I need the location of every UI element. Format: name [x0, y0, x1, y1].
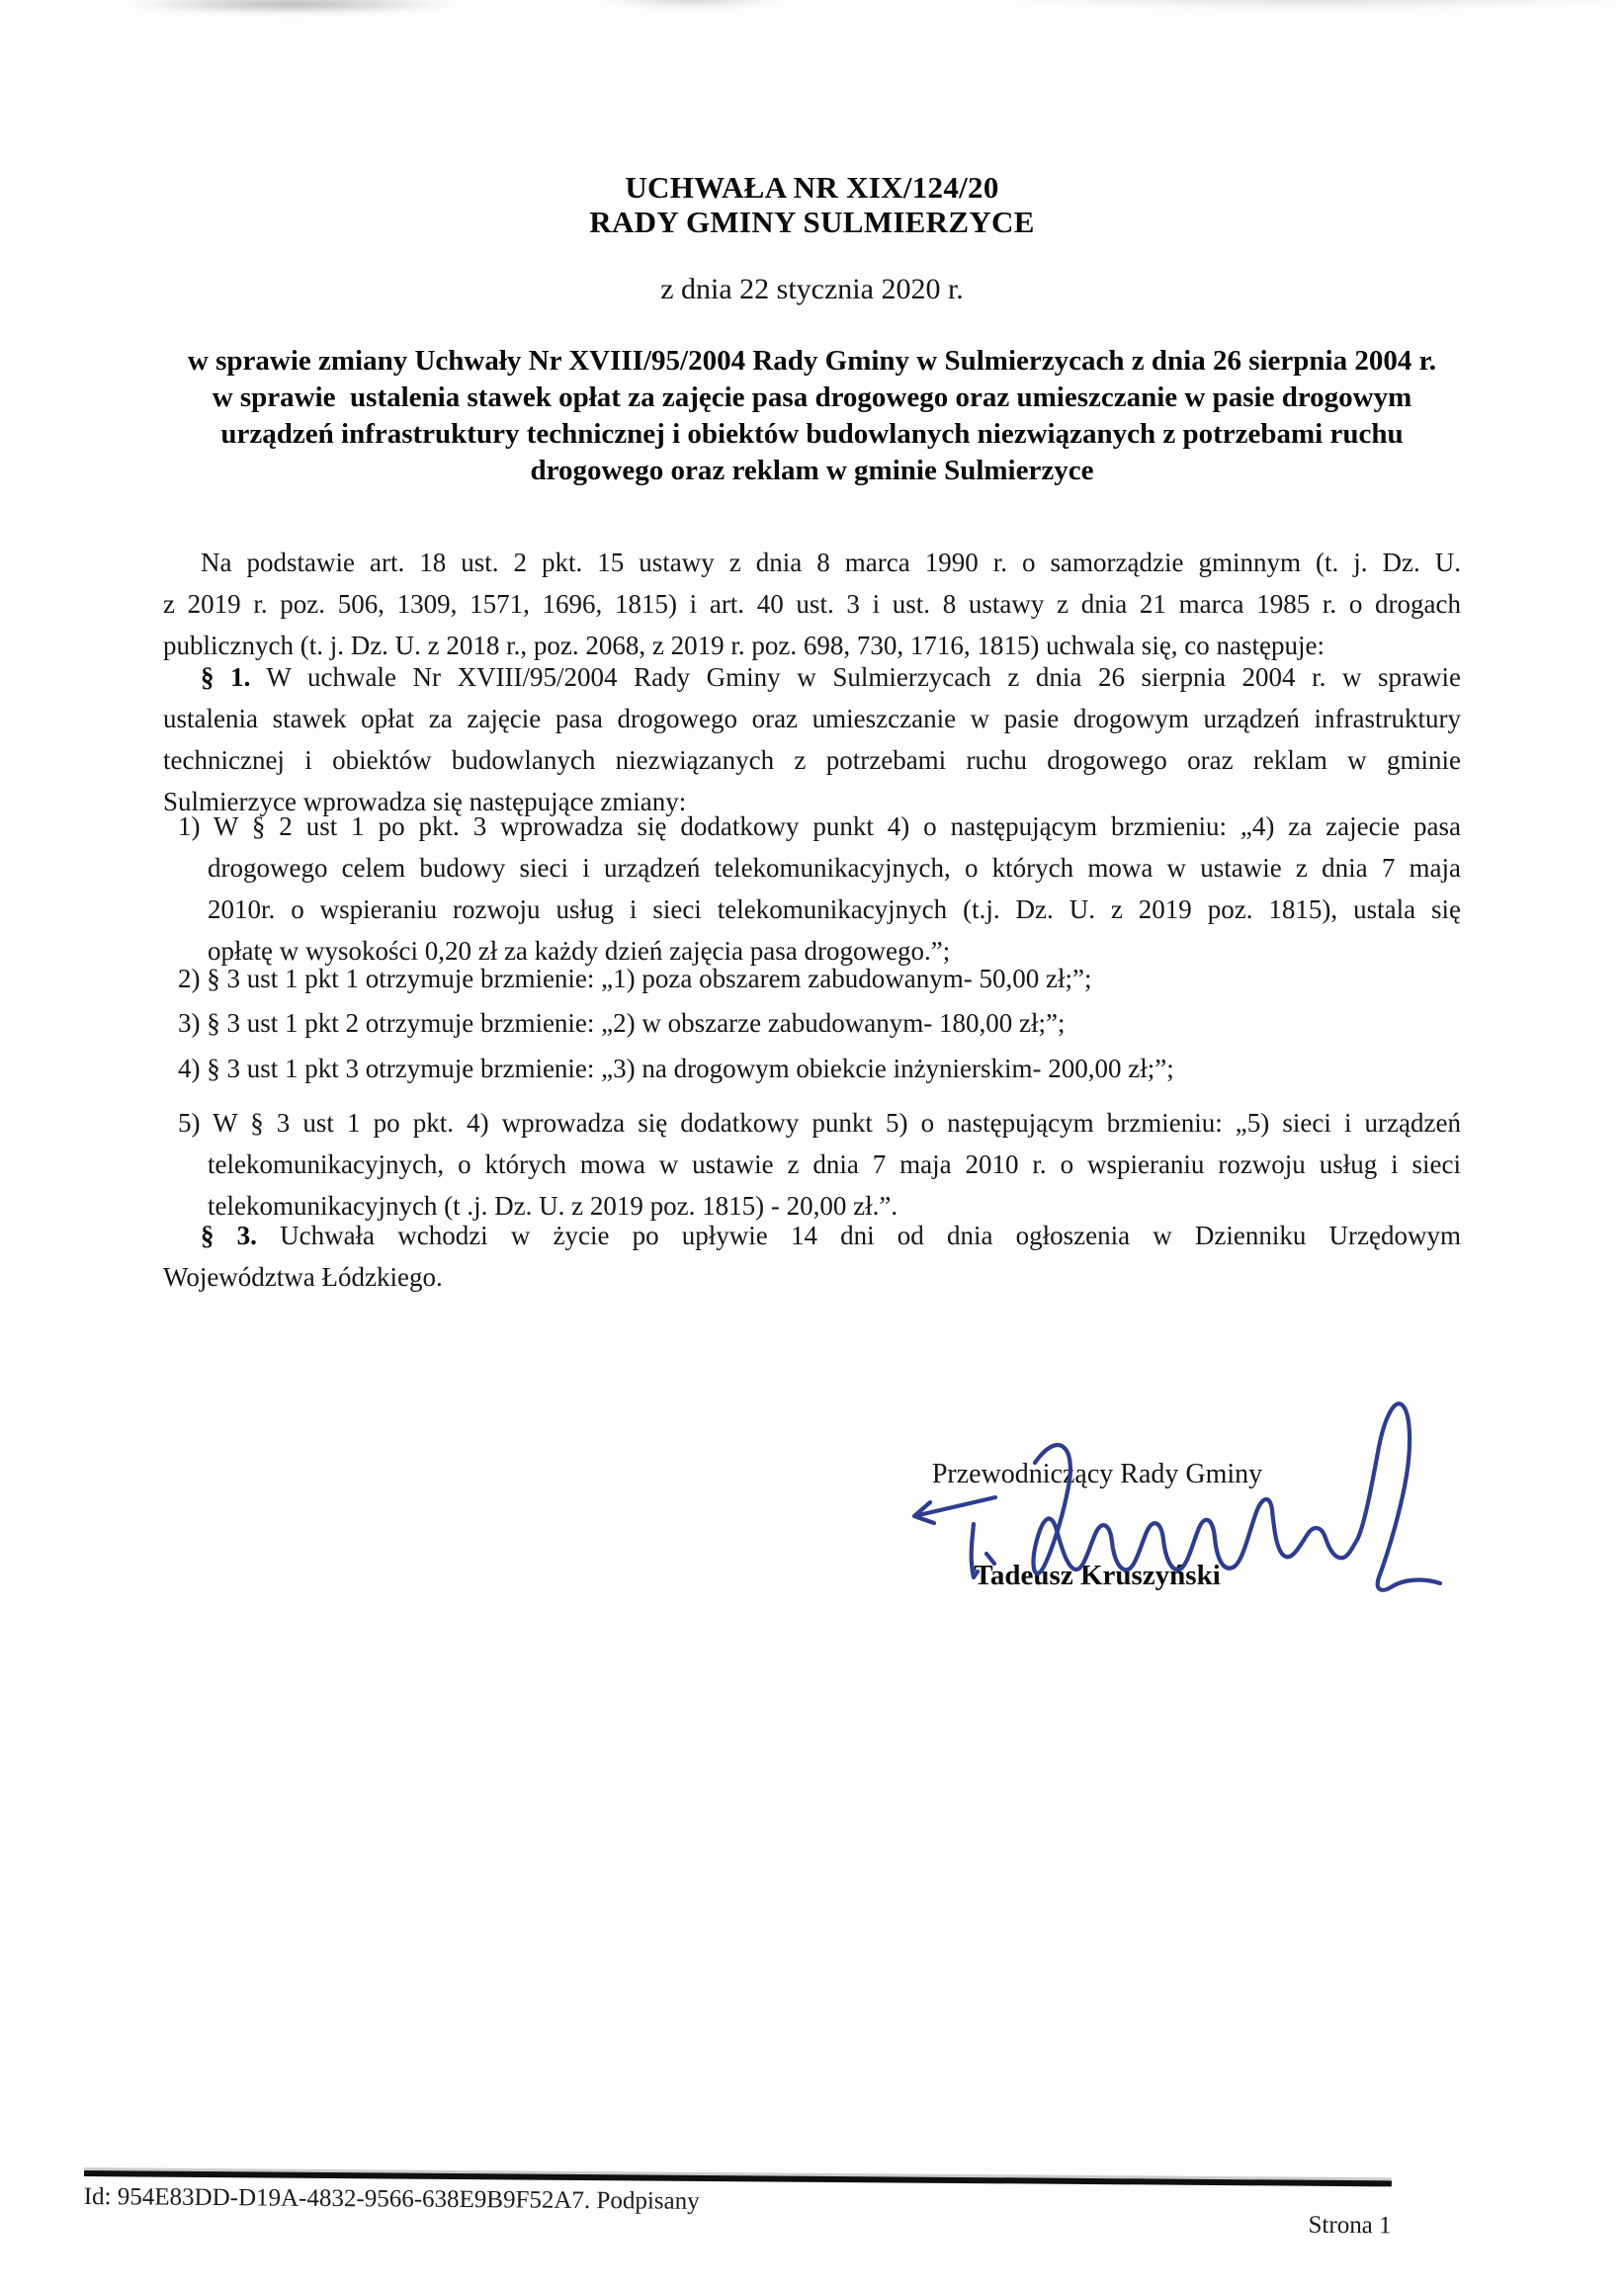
text-line: telekomunikacyjnych, o których mowa w ustawie z dnia 7 maja 2010 r. o wspieraniu rozwoju usług i sieci: [208, 1149, 1461, 1179]
text-line: ustalenia stawek opłat za zajęcie pasa drogowego oraz umieszczanie w pasie drogowym urządzeń infrastruktury: [163, 704, 1461, 733]
text-line: Na podstawie art. 18 ust. 2 pkt. 15 ustawy z dnia 8 marca 1990 r. o samorządzie gminnym (t. j. Dz. U.: [201, 548, 1461, 577]
page-footer: [83, 2170, 1392, 2240]
paragraph-section-3: [163, 1215, 1461, 1298]
text-line: § 3. Uchwała wchodzi w życie po upływie 14 dni od dnia ogłoszenia w Dzienniku Urzędowym: [201, 1221, 1461, 1250]
signatory-name: Tadeusz Kruszyński: [974, 1560, 1221, 1591]
text-line: telekomunikacyjnych (t .j. Dz. U. z 2019 poz. 1815) - 20,00 zł.”.: [208, 1191, 898, 1221]
text-line: § 1. W uchwale Nr XVIII/95/2004 Rady Gminy w Sulmierzycach z dnia 26 sierpnia 2004 r. w sprawie: [201, 662, 1461, 692]
amendment-item-1: [178, 806, 1461, 972]
text-line: Województwa Łódzkiego.: [163, 1262, 443, 1292]
scan-smudge: [1008, 0, 1621, 8]
paragraph-section-1: [163, 656, 1461, 822]
text-line: urządzeń infrastruktury technicznej i obiektów budowlanych niezwiązanych z potrzebami ruchu: [220, 418, 1404, 450]
page-number: Strona 1: [1308, 2211, 1392, 2240]
doc-date: z dnia 22 stycznia 2020 r.: [660, 273, 964, 305]
text-line: 3) § 3 ust 1 pkt 2 otrzymuje brzmienie: „2) w obszarze zabudowanym- 180,00 zł;”;: [178, 1008, 1066, 1038]
text-line: 4) § 3 ust 1 pkt 3 otrzymuje brzmienie: „3) na drogowym obiekcie inżynierskim- 200,00 zł;”;: [178, 1054, 1174, 1083]
handwritten-signature-ink: [885, 1396, 1458, 1608]
signatory-role: Przewodniczący Rady Gminy: [931, 1459, 1263, 1489]
paragraph-legal-basis: [163, 542, 1461, 666]
amendment-item-2: [178, 958, 1461, 999]
text-line: 5) W § 3 ust 1 po pkt. 4) wprowadza się dodatkowy punkt 5) o następującym brzmieniu: „5) sieci i urządzeń: [178, 1108, 1461, 1138]
text-line: technicznej i obiektów budowlanych niezwiązanych z potrzebami ruchu drogowego oraz reklam w gminie: [163, 745, 1461, 775]
amendment-item-4: [178, 1048, 1461, 1089]
text-line: drogowego oraz reklam w gminie Sulmierzyce: [530, 455, 1094, 486]
scan-smudge: [593, 0, 791, 8]
amendment-item-3: [178, 1002, 1461, 1044]
text-line: opłatę w wysokości 0,20 zł za każdy dzień zajęcia pasa drogowego.”;: [208, 936, 951, 966]
text-line: w sprawie ustalenia stawek opłat za zajęcie pasa drogowego oraz umieszczanie w pasie drogowym: [212, 382, 1412, 413]
doc-subject: [119, 343, 1505, 489]
text-line: 2010r. o wspieraniu rozwoju usług i sieci telekomunikacyjnych (t.j. Dz. U. z 2019 poz. 1815), ustala się: [208, 894, 1461, 924]
doc-title-line-2: RADY GMINY SULMIERZYCE: [589, 205, 1035, 239]
signature-ink-strokes: [914, 1403, 1440, 1590]
text-line: drogowego celem budowy sieci i urządzeń telekomunikacyjnych, o których mowa w ustawie z dnia 7 maja: [208, 853, 1461, 883]
text-line: 2) § 3 ust 1 pkt 1 otrzymuje brzmienie: „1) poza obszarem zabudowanym- 50,00 zł;”;: [178, 964, 1092, 993]
text-line: z 2019 r. poz. 506, 1309, 1571, 1696, 1815) i art. 40 ust. 3 i ust. 8 ustawy z dnia 21 marca 1985 r. o drogach: [163, 589, 1461, 619]
text-line: w sprawie zmiany Uchwały Nr XVIII/95/2004 Rady Gminy w Sulmierzycach z dnia 26 sierpnia 2004 r.: [187, 345, 1437, 377]
scan-smudge: [128, 0, 455, 14]
amendment-item-5: [178, 1102, 1461, 1227]
doc-title-line-1: UCHWAŁA NR XIX/124/20: [625, 170, 999, 205]
text-line: 1) W § 2 ust 1 po pkt. 3 wprowadza się dodatkowy punkt 4) o następującym brzmieniu: „4) za zajecie pasa: [178, 811, 1461, 841]
text-line: Sulmierzyce wprowadza się następujące zmiany:: [163, 787, 687, 816]
text-line: publicznych (t. j. Dz. U. z 2018 r., poz. 2068, z 2019 r. poz. 698, 730, 1716, 1815) uchwala się, co następuje:: [163, 631, 1325, 660]
document-id: Id: 954E83DD-D19A-4832-9566-638E9B9F52A7. Podpisany: [83, 2182, 700, 2215]
